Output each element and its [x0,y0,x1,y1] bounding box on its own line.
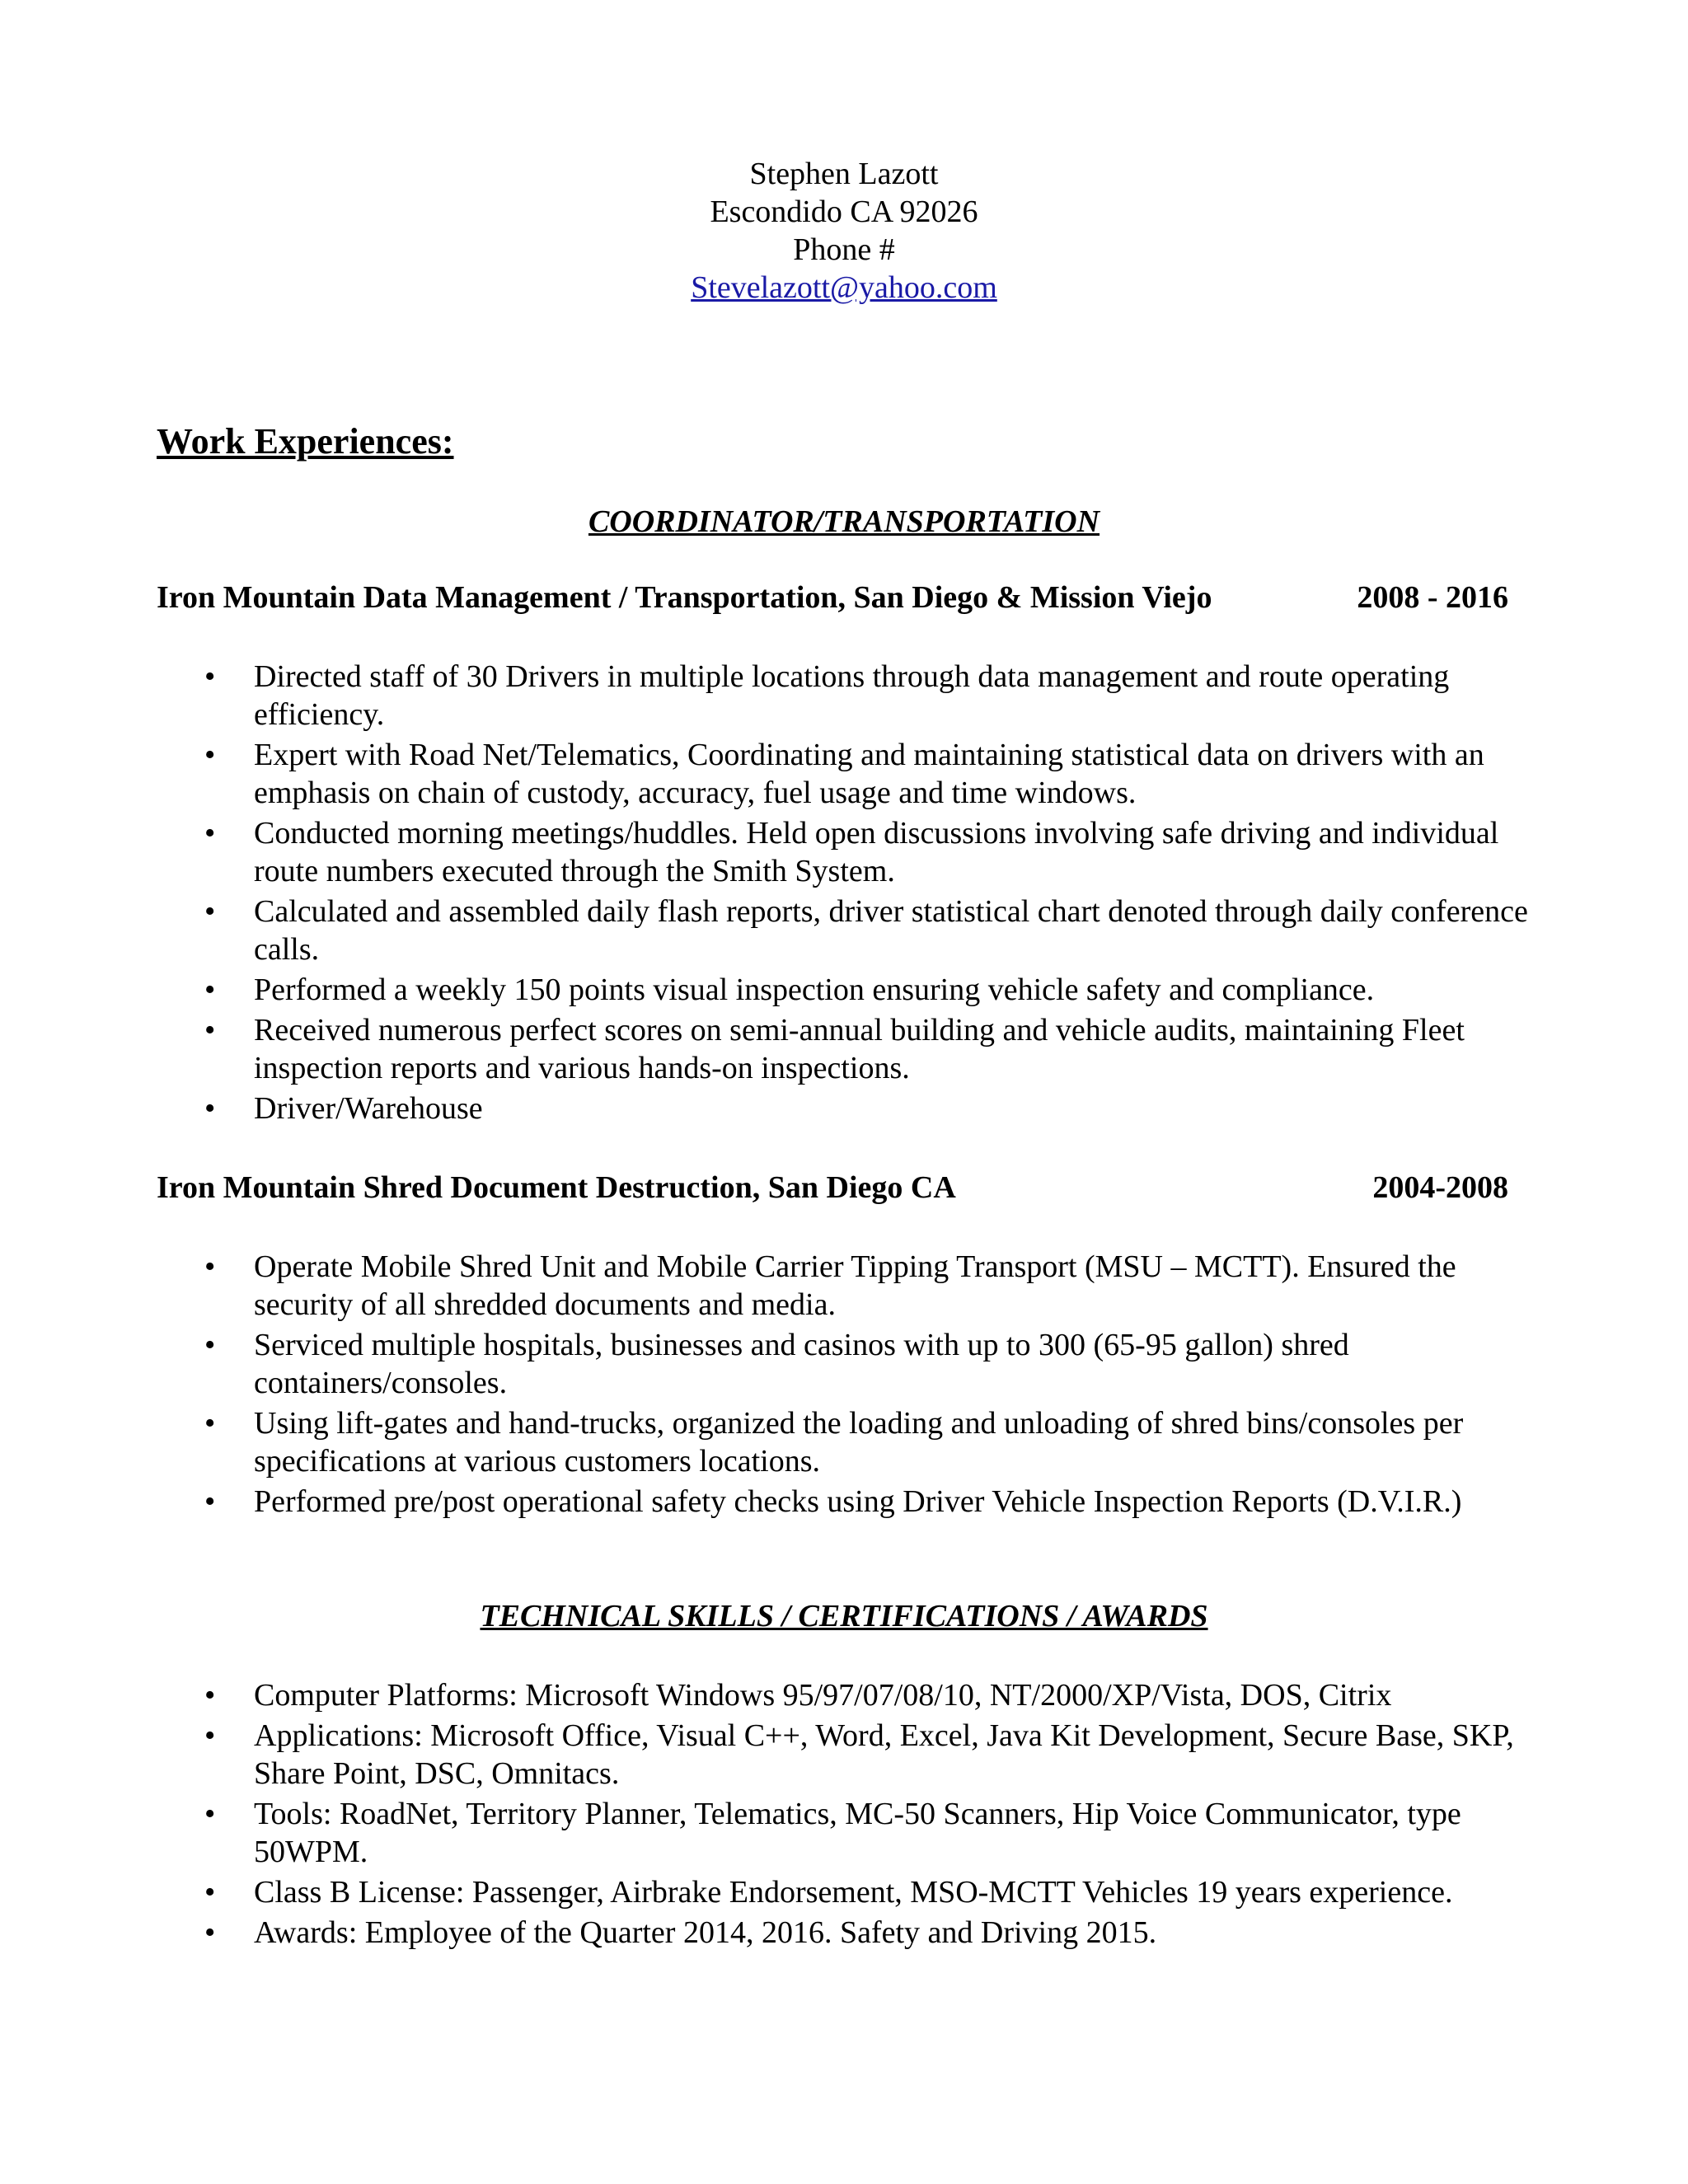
bullet-icon: • [204,1875,216,1910]
bullet-icon: • [204,738,216,772]
bullet-text: Directed staff of 30 Drivers in multiple locations through data management and route operating efficiency. [254,659,1450,732]
list-item [157,1717,1541,1793]
bullet-text: Driver/Warehouse [254,1091,483,1126]
job-dates: 2004-2008 [1372,1170,1508,1205]
list-item [157,1914,1541,1952]
list-item [157,1011,1541,1087]
applicant-phone: Phone # [793,232,895,267]
list-item [157,814,1541,890]
bullet-text: Computer Platforms: Microsoft Windows 95/97/07/08/10, NT/2000/XP/Vista, DOS, Citrix [254,1678,1392,1713]
bullet-icon: • [204,1484,216,1519]
work-experiences-heading: Work Experiences: [157,421,454,462]
bullet-icon: • [204,1797,216,1831]
job-bullet-list [157,1248,1541,1523]
list-item [157,1090,1541,1127]
coordinator-subheading: COORDINATOR/TRANSPORTATION [588,504,1100,539]
list-item [157,1483,1541,1521]
list-item [157,893,1541,968]
list-item [157,1873,1541,1911]
bullet-icon: • [204,659,216,694]
list-item [157,1676,1541,1714]
job-dates: 2008 - 2016 [1357,580,1508,615]
bullet-icon: • [204,1013,216,1047]
list-item [157,1326,1541,1402]
bullet-text: Using lift-gates and hand-trucks, organized the loading and unloading of shred bins/consoles per specifications at various customers locations. [254,1406,1464,1479]
bullet-text: Expert with Road Net/Telematics, Coordinating and maintaining statistical data on drivers with an emphasis on chain of custody, accuracy, fuel usage and time windows. [254,738,1484,810]
list-item [157,1248,1541,1324]
bullet-icon: • [204,1718,216,1753]
bullet-text: Received numerous perfect scores on semi-annual building and vehicle audits, maintaining Fleet inspection reports and various hands-on inspections. [254,1013,1465,1085]
list-item [157,658,1541,733]
bullet-icon: • [204,894,216,929]
list-item [157,736,1541,812]
job-bullet-list [157,658,1541,1130]
bullet-text: Performed pre/post operational safety checks using Driver Vehicle Inspection Reports (D.V.I.R.) [254,1484,1462,1519]
bullet-text: Tools: RoadNet, Territory Planner, Telematics, MC-50 Scanners, Hip Voice Communicator, type 50WPM. [254,1797,1461,1869]
bullet-text: Class B License: Passenger, Airbrake Endorsement, MSO-MCTT Vehicles 19 years experience. [254,1875,1453,1910]
bullet-icon: • [204,1249,216,1284]
bullet-text: Performed a weekly 150 points visual inspection ensuring vehicle safety and compliance. [254,972,1375,1007]
bullet-text: Applications: Microsoft Office, Visual C++, Word, Excel, Java Kit Development, Secure Base, SKP, Share Point, DSC, Omnitacs. [254,1718,1514,1791]
applicant-name: Stephen Lazott [749,157,939,191]
bullet-icon: • [204,1678,216,1713]
skills-bullet-list [157,1676,1541,1954]
bullet-text: Calculated and assembled daily flash reports, driver statistical chart denoted through daily conference calls. [254,894,1528,967]
bullet-text: Awards: Employee of the Quarter 2014, 2016. Safety and Driving 2015. [254,1915,1157,1950]
email-link[interactable]: Stevelazott@yahoo.com [691,270,997,305]
job-title: Iron Mountain Shred Document Destruction, San Diego CA [157,1170,956,1205]
bullet-icon: • [204,1915,216,1950]
list-item [157,1404,1541,1480]
list-item [157,1795,1541,1871]
bullet-text: Operate Mobile Shred Unit and Mobile Carrier Tipping Transport (MSU – MCTT). Ensured the security of all shredded documents and media. [254,1249,1456,1322]
job-title: Iron Mountain Data Management / Transportation, San Diego & Mission Viejo [157,580,1212,615]
applicant-location: Escondido CA 92026 [710,194,978,229]
bullet-text: Serviced multiple hospitals, businesses and casinos with up to 300 (65-95 gallon) shred containers/consoles. [254,1328,1349,1400]
bullet-text: Conducted morning meetings/huddles. Held open discussions involving safe driving and individual route numbers executed through the Smith System. [254,816,1499,888]
bullet-icon: • [204,972,216,1007]
technical-skills-heading: TECHNICAL SKILLS / CERTIFICATIONS / AWARDS [480,1599,1208,1633]
email-line [0,269,1688,307]
bullet-icon: • [204,1328,216,1362]
bullet-icon: • [204,1406,216,1441]
list-item [157,971,1541,1009]
bullet-icon: • [204,1091,216,1126]
bullet-icon: • [204,816,216,851]
